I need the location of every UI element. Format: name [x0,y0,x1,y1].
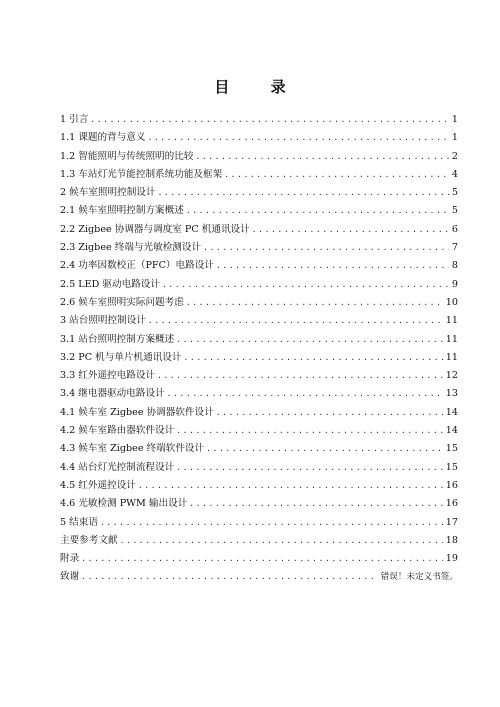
toc-entry-page-number: 8 [451,260,458,272]
toc-entry-label: 3.4 继电器驱动电路设计 [60,388,165,400]
toc-entry-label: 4.5 红外遥控设计 [60,479,136,491]
toc-leader-dots [120,532,443,550]
toc-leader-dots [176,459,443,477]
toc-entry[interactable] [60,404,458,422]
toc-entry-page-number: 19 [445,553,458,565]
toc-entry-page-number: 16 [445,479,458,491]
toc-entry-label: 附录 [60,553,80,565]
toc-entry[interactable] [60,532,458,550]
toc-entry-label: 3 站台照明控制设计 [60,315,146,327]
toc-leader-dots [176,331,443,349]
toc-entry-label: 3.1 站台照明控制方案概述 [60,333,175,345]
toc-entry-label: 3.2 PC 机与单片机通讯设计 [60,351,182,363]
toc-entry-page-number: 11 [445,333,458,345]
toc-entry-label: 2.1 候车室照明控制方案概述 [60,205,184,217]
toc-entry-page-number: 12 [445,370,458,382]
toc-entry-label: 致谢 [60,571,80,583]
toc-entry-page-number: 6 [451,223,458,235]
toc-entry-label: 2.5 LED 驱动电路设计 [60,278,160,290]
toc-entry[interactable] [60,440,458,458]
toc-entry[interactable] [60,202,458,220]
toc-entry-page-number: 14 [445,406,458,418]
toc-entry[interactable] [60,568,458,586]
toc-leader-dots [203,239,449,257]
toc-leader-dots [100,514,443,532]
toc-entry-label: 3.3 红外遥控电路设计 [60,370,156,382]
toc-leader-dots [176,422,443,440]
toc-entry-label: 2.2 Zigbee 协调器与调度室 PC 机通讯设计 [60,223,250,235]
toc-entry-label: 4.6 光敏检测 PWM 输出设计 [60,498,188,510]
toc-entry[interactable] [60,349,458,367]
toc-leader-dots [189,495,442,513]
toc-entry[interactable] [60,166,458,184]
toc-entry-label: 1 引言 [60,114,89,125]
toc-entry[interactable] [60,495,458,513]
toc-entry-page-number: 错误！未定义书签。 [380,572,458,583]
toc-entry-label: 1.3 车站灯光节能控制系统功能及框架 [60,168,223,180]
toc-leader-dots [224,166,449,184]
toc-leader-dots [90,111,449,129]
toc-leader-dots [138,477,443,495]
toc-leader-dots [216,257,449,275]
toc-entry-page-number: 5 [451,187,458,199]
toc-entry[interactable] [60,459,458,477]
toc-entry-page-number: 9 [451,278,458,290]
toc-entry-label: 4.2 候车室路由器软件设计 [60,425,175,437]
toc-entry[interactable] [60,239,458,257]
toc-leader-dots [148,312,443,330]
toc-leader-dots [195,148,448,166]
toc-entry[interactable] [60,184,458,202]
toc-leader-dots [158,184,449,202]
toc-entry[interactable] [60,422,458,440]
toc-entry-label: 4.3 候车室 Zigbee 终端软件设计 [60,443,205,455]
toc-leader-dots [81,550,443,568]
toc-leader-dots [147,129,448,147]
toc-leader-dots [81,568,377,586]
toc-title: 目 录 [214,78,304,96]
toc-entry[interactable] [60,221,458,239]
toc-entry-page-number: 16 [445,498,458,510]
toc-entry-page-number: 14 [445,425,458,437]
toc-entry-page-number: 18 [445,534,458,546]
toc-entry[interactable] [60,276,458,294]
toc-entry[interactable] [60,129,458,147]
toc-leader-dots [186,294,443,312]
toc-entry-label: 4.1 候车室 Zigbee 协调器软件设计 [60,406,214,418]
toc-entry[interactable] [60,111,458,129]
toc-entry[interactable] [60,550,458,568]
toc-entry[interactable] [60,312,458,330]
toc-leader-dots [162,276,449,294]
toc-entry-page-number: 15 [445,443,458,455]
toc-entry-label: 2.4 功率因数校正（PFC）电路设计 [60,260,214,272]
toc-leader-dots [252,221,449,239]
toc-leader-dots [167,385,443,403]
toc-entry[interactable] [60,385,458,403]
toc-entry[interactable] [60,331,458,349]
toc-leader-dots [184,349,443,367]
toc-entry-page-number: 17 [445,516,458,528]
table-of-contents [60,111,458,587]
toc-leader-dots [206,440,443,458]
toc-entry-page-number: 10 [445,296,458,308]
toc-entry-label: 4.4 站台灯光控制流程设计 [60,461,175,473]
toc-entry[interactable] [60,294,458,312]
toc-leader-dots [216,404,443,422]
toc-entry-page-number: 2 [451,150,458,162]
toc-entry-page-number: 1 [451,132,458,144]
toc-entry-page-number: 7 [451,242,458,254]
toc-leader-dots [186,202,449,220]
toc-entry[interactable] [60,477,458,495]
toc-entry-page-number: 1 [451,114,458,125]
toc-leader-dots [157,367,443,385]
toc-entry-page-number: 4 [451,168,458,180]
toc-entry-page-number: 11 [445,351,458,363]
toc-entry-label: 主要参考文献 [60,534,118,546]
toc-entry-page-number: 11 [445,315,458,327]
toc-entry[interactable] [60,257,458,275]
toc-entry-page-number: 13 [445,388,458,400]
toc-entry[interactable] [60,367,458,385]
toc-entry-page-number: 15 [445,461,458,473]
toc-entry[interactable] [60,514,458,532]
toc-entry-label: 2.3 Zigbee 终端与光敏检测设计 [60,242,202,254]
toc-entry[interactable] [60,148,458,166]
toc-entry-label: 1.1 课题的背与意义 [60,132,146,144]
toc-entry-label: 1.2 智能照明与传统照明的比较 [60,150,194,162]
toc-entry-label: 2.6 候车室照明实际问题考虑 [60,296,184,308]
toc-entry-label: 5 结束语 [60,516,98,528]
toc-entry-page-number: 5 [451,205,458,217]
toc-entry-label: 2 候车室照明控制设计 [60,187,156,199]
